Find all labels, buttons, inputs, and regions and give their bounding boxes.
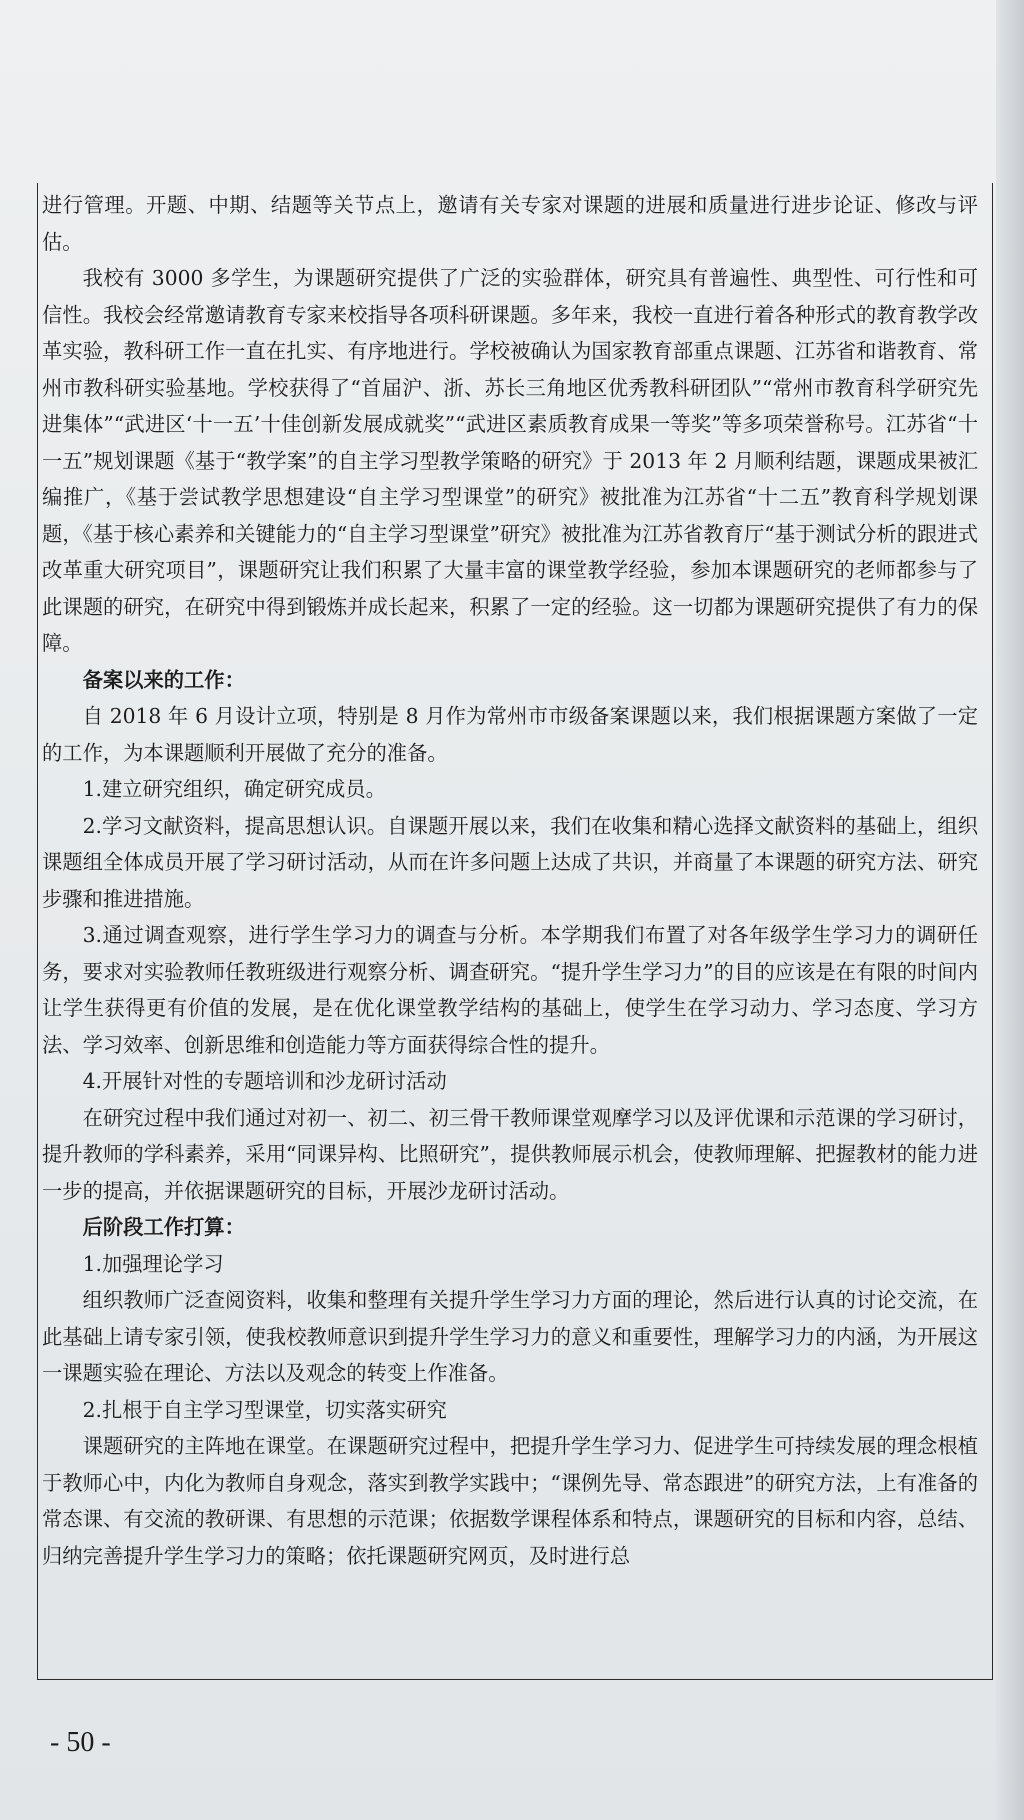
paragraph-school-background: 我校有 3000 多学生，为课题研究提供了广泛的实验群体，研究具有普遍性、典型性、可行性和可信性。我校会经常邀请教育专家来校指导各项科研课题。多年来，我校一直进行着各种形式的教育教学改革实验，教科研工作一直在扎实、有序地进行。学校被确认为国家教育部重点课题、江苏省和谐教育、常州市教科研实验基地。学校获得了“首届沪、浙、苏长三角地区优秀教科研团队”“常州市教育科学研究先进集体”“武进区‘十一五’十佳创新发展成就奖”“武进区素质教育成果一等奖”等多项荣誉称号。江苏省“十一五”规划课题《基于“教学案”的自主学习型教学策略的研究》于 2013 年 2 月顺利结题，课题成果被汇编推广，《基于尝试教学思想建设“自主学习型课堂”的研究》被批准为江苏省“十二五”教育科学规划课题，《基于核心素养和关键能力的“自主学习型课堂”研究》被批准为江苏省教育厅“基于测试分析的跟进式改革重大研究项目”，课题研究让我们积累了大量丰富的课堂教学经验，参加本课题研究的老师都参与了此课题的研究，在研究中得到锻炼并成长起来，积累了一定的经验。这一切都为课题研究提供了有力的保障。 (42, 266, 978, 655)
paragraph-classroom-research: 课题研究的主阵地在课堂。在课题研究过程中，把提升学生学习力、促进学生可持续发展的理念根植于教师心中，内化为教师自身观念，落实到教学实践中；“课例先导、常态跟进”的研究方法，上有准备的常态课、有交流的教研课、有思想的示范课；依据数学课程体系和特点，课题研究的目标和内容，总结、归纳完善提升学生学习力的策略；依托课题研究网页，及时进行总 (42, 1434, 978, 1568)
paragraph-seminar-activities: 在研究过程中我们通过对初一、初二、初三骨干教师课堂观摩学习以及评优课和示范课的学习研讨，提升教师的学科素养，采用“同课异构、比照研究”，提供教师展示机会，使教师理解、把握教材的能力进一步的提高，并依据课题研究的目标，开展沙龙研讨活动。 (42, 1105, 978, 1203)
document-body (38, 183, 992, 1574)
plan-item-1: 1.加强理论学习 (82, 1251, 224, 1276)
list-item-1: 1.建立研究组织，确定研究成员。 (82, 777, 386, 801)
section-heading-work-since-filing: 备案以来的工作： (82, 667, 245, 692)
list-item-4: 4.开展针对性的专题培训和沙龙研讨活动 (82, 1069, 447, 1093)
list-item-2: 2.学习文献资料，提高思想认识。自课题开展以来，我们在收集和精心选择文献资料的基础上，组织课题组全体成员开展了学习研讨活动，从而在许多问题上达成了共识，并商量了本课题的研究方法、研究步骤和推进措施。 (42, 813, 978, 911)
text-frame (37, 183, 993, 1680)
section-heading-next-stage-plan: 后阶段工作打算： (82, 1215, 245, 1239)
list-item-3: 3.通过调查观察，进行学生学习力的调查与分析。本学期我们布置了对各年级学生学习力的调研任务，要求对实验教师任教班级进行观察分析、调查研究。“提升学生学习力”的目的应该是在有限的时间内让学生获得更有价值的发展，是在优化课堂教学结构的基础上，使学生在学习动力、学习态度、学习方法、学习效率、创新思维和创造能力等方面获得综合性的提升。 (42, 923, 978, 1057)
paragraph-project-start: 自 2018 年 6 月设计立项，特别是 8 月作为常州市市级备案课题以来，我们根据课题方案做了一定的工作，为本课题顺利开展做了充分的准备。 (42, 704, 978, 765)
plan-item-2: 2.扎根于自主学习型课堂，切实落实研究 (82, 1397, 447, 1422)
paragraph-theory-study: 组织教师广泛查阅资料，收集和整理有关提升学生学习力方面的理论，然后进行认真的讨论交流，在此基础上请专家引领，使我校教师意识到提升学生学习力的意义和重要性，理解学习力的内涵，为开展这一课题实验在理论、方法以及观念的转变上作准备。 (42, 1288, 978, 1385)
page-edge-shadow (996, 0, 1024, 1820)
page-number: - 50 - (50, 1727, 111, 1758)
paragraph-continued: 进行管理。开题、中期、结题等关节点上，邀请有关专家对课题的进展和质量进行进步论证、修改与评估。 (42, 193, 978, 254)
